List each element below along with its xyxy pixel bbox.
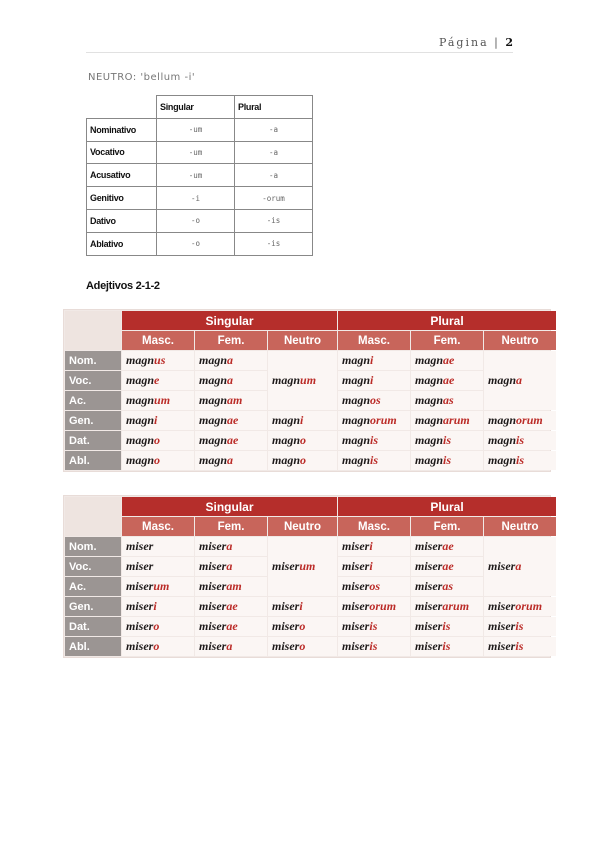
stem: magn bbox=[342, 373, 371, 387]
form-cell bbox=[122, 351, 194, 370]
form-cell bbox=[338, 537, 410, 556]
stem: miser bbox=[415, 599, 443, 613]
form-cell bbox=[195, 617, 267, 636]
page-header bbox=[439, 36, 513, 49]
ending: as bbox=[442, 579, 454, 593]
ending: i bbox=[154, 413, 158, 427]
corner-cell bbox=[65, 311, 121, 350]
stem: magn bbox=[342, 433, 371, 447]
stem: miser bbox=[272, 559, 300, 573]
stem: miser bbox=[342, 619, 370, 633]
form-cell bbox=[268, 637, 337, 656]
case-label: Nom. bbox=[65, 537, 121, 556]
ending: um bbox=[300, 373, 317, 387]
stem: magn bbox=[415, 433, 444, 447]
ending: is bbox=[370, 453, 379, 467]
form-cell bbox=[195, 371, 267, 390]
stem: magn bbox=[415, 373, 444, 387]
form-cell bbox=[338, 617, 410, 636]
ending: as bbox=[443, 393, 454, 407]
case-label: Nom. bbox=[65, 351, 121, 370]
neutro-plural-ending: -a bbox=[235, 141, 313, 164]
ending: i bbox=[153, 599, 157, 613]
case-label: Abl. bbox=[65, 451, 121, 470]
neutro-plural-ending: -orum bbox=[235, 187, 313, 210]
form-cell bbox=[338, 597, 410, 616]
form-cell-merged bbox=[484, 537, 556, 596]
header-rule bbox=[86, 52, 513, 53]
form-cell bbox=[338, 451, 410, 470]
ending: ae bbox=[442, 539, 454, 553]
ending: us bbox=[154, 353, 166, 367]
stem: magn bbox=[488, 453, 517, 467]
ending: is bbox=[516, 433, 525, 447]
ending: a bbox=[516, 373, 523, 387]
stem: miser bbox=[415, 579, 443, 593]
case-label: Voc. bbox=[65, 557, 121, 576]
stem: miser bbox=[199, 599, 227, 613]
declension-table-miser bbox=[64, 496, 550, 657]
form-cell bbox=[268, 617, 337, 636]
stem: miser bbox=[199, 619, 227, 633]
neutro-plural-ending: -a bbox=[235, 118, 313, 141]
stem: miser bbox=[126, 599, 154, 613]
form-cell bbox=[338, 637, 410, 656]
ending: o bbox=[300, 453, 307, 467]
case-row bbox=[65, 411, 556, 430]
stem: magn bbox=[415, 393, 444, 407]
neutro-corner-cell bbox=[87, 96, 157, 119]
declension-grid bbox=[64, 496, 557, 657]
ending: ae bbox=[443, 353, 455, 367]
stem: miser bbox=[199, 639, 227, 653]
stem: magn bbox=[126, 373, 155, 387]
ending: e bbox=[154, 373, 160, 387]
form-cell bbox=[484, 617, 556, 636]
form-cell bbox=[411, 431, 483, 450]
stem: miser bbox=[126, 579, 154, 593]
ending: ae bbox=[443, 373, 455, 387]
form-cell bbox=[411, 391, 483, 410]
ending: orum bbox=[370, 413, 397, 427]
column-header: Fem. bbox=[195, 331, 267, 350]
stem: magn bbox=[488, 433, 517, 447]
case-row bbox=[65, 617, 556, 636]
neutro-case-label: Vocativo bbox=[87, 141, 157, 164]
form-cell bbox=[411, 577, 483, 596]
case-row bbox=[65, 537, 556, 556]
group-header-plural: Plural bbox=[338, 311, 556, 330]
form-cell bbox=[338, 391, 410, 410]
neutro-row bbox=[87, 164, 313, 187]
stem: magn bbox=[126, 353, 155, 367]
ending: am bbox=[226, 579, 242, 593]
form-cell bbox=[338, 431, 410, 450]
stem: magn bbox=[126, 453, 155, 467]
form-cell bbox=[484, 451, 556, 470]
case-label: Ac. bbox=[65, 391, 121, 410]
stem: miser bbox=[342, 599, 370, 613]
form-cell bbox=[338, 577, 410, 596]
ending: ae bbox=[227, 413, 239, 427]
stem: magn bbox=[342, 413, 371, 427]
form-cell bbox=[484, 431, 556, 450]
form-cell bbox=[411, 617, 483, 636]
neutro-row bbox=[87, 141, 313, 164]
ending: i bbox=[369, 539, 373, 553]
form-cell bbox=[268, 597, 337, 616]
stem: magn bbox=[415, 353, 444, 367]
ending: a bbox=[227, 353, 234, 367]
ending: is bbox=[369, 639, 378, 653]
form-cell bbox=[484, 597, 556, 616]
column-header: Masc. bbox=[338, 517, 410, 536]
form-cell bbox=[195, 557, 267, 576]
stem: magn bbox=[199, 373, 228, 387]
ending: orum bbox=[369, 599, 397, 613]
stem: magn bbox=[272, 433, 301, 447]
form-cell bbox=[122, 431, 194, 450]
neutro-header-row bbox=[87, 96, 313, 119]
case-label: Abl. bbox=[65, 637, 121, 656]
column-header-row bbox=[65, 517, 556, 536]
form-cell bbox=[122, 451, 194, 470]
ending: a bbox=[227, 453, 234, 467]
group-header-singular: Singular bbox=[122, 311, 337, 330]
form-cell bbox=[484, 411, 556, 430]
ending: i bbox=[369, 559, 373, 573]
form-cell bbox=[411, 351, 483, 370]
form-cell bbox=[268, 411, 337, 430]
ending: o bbox=[153, 639, 160, 653]
stem: miser bbox=[488, 599, 516, 613]
neutro-plural-ending: -a bbox=[235, 164, 313, 187]
stem: miser bbox=[342, 579, 370, 593]
ending: is bbox=[443, 453, 452, 467]
column-header: Neutro bbox=[484, 331, 556, 350]
ending: os bbox=[369, 579, 381, 593]
ending: a bbox=[515, 559, 522, 573]
ending: is bbox=[515, 619, 524, 633]
neutro-endings-table bbox=[86, 95, 313, 256]
case-row bbox=[65, 431, 556, 450]
neutro-case-label: Genitivo bbox=[87, 187, 157, 210]
neutro-singular-ending: -o bbox=[157, 209, 235, 232]
page-word: Página bbox=[438, 36, 489, 49]
stem: miser bbox=[415, 639, 443, 653]
form-cell bbox=[122, 371, 194, 390]
ending: i bbox=[299, 599, 303, 613]
case-label: Voc. bbox=[65, 371, 121, 390]
ending: is bbox=[516, 453, 525, 467]
ending: um bbox=[154, 393, 171, 407]
neutro-title: NEUTRO: 'bellum -i' bbox=[88, 72, 196, 83]
form-cell bbox=[122, 557, 194, 576]
ending: a bbox=[226, 559, 233, 573]
group-header-plural: Plural bbox=[338, 497, 556, 516]
stem: magn bbox=[199, 353, 228, 367]
ending: a bbox=[226, 539, 233, 553]
ending: o bbox=[154, 433, 161, 447]
form-cell bbox=[195, 351, 267, 370]
case-label: Gen. bbox=[65, 411, 121, 430]
neutro-col-plural: Plural bbox=[235, 96, 313, 119]
stem: miser bbox=[126, 559, 154, 573]
stem: miser bbox=[272, 639, 300, 653]
neutro-plural-ending: -is bbox=[235, 232, 313, 255]
form-cell bbox=[411, 537, 483, 556]
form-cell bbox=[411, 451, 483, 470]
column-header: Neutro bbox=[268, 331, 337, 350]
form-cell-merged bbox=[484, 351, 556, 410]
form-cell bbox=[411, 411, 483, 430]
ending: am bbox=[227, 393, 243, 407]
column-header-row bbox=[65, 331, 556, 350]
case-row bbox=[65, 637, 556, 656]
ending: ae bbox=[226, 599, 238, 613]
form-cell bbox=[195, 391, 267, 410]
form-cell bbox=[122, 391, 194, 410]
stem: magn bbox=[199, 413, 228, 427]
neutro-singular-ending: -um bbox=[157, 118, 235, 141]
adjectives-title: Adejtivos 2-1-2 bbox=[86, 280, 160, 292]
stem: miser bbox=[342, 539, 370, 553]
case-label: Dat. bbox=[65, 431, 121, 450]
column-header: Neutro bbox=[484, 517, 556, 536]
stem: magn bbox=[272, 453, 301, 467]
ending: um bbox=[153, 579, 170, 593]
ending: ae bbox=[226, 619, 238, 633]
form-cell bbox=[122, 537, 194, 556]
form-cell bbox=[484, 637, 556, 656]
column-header: Fem. bbox=[195, 517, 267, 536]
neutro-row bbox=[87, 232, 313, 255]
column-header: Masc. bbox=[122, 517, 194, 536]
stem: miser bbox=[272, 619, 300, 633]
form-cell bbox=[268, 431, 337, 450]
stem: miser bbox=[488, 639, 516, 653]
ending: is bbox=[442, 639, 451, 653]
stem: magn bbox=[199, 433, 228, 447]
form-cell bbox=[411, 597, 483, 616]
neutro-row bbox=[87, 118, 313, 141]
column-header: Masc. bbox=[338, 331, 410, 350]
form-cell bbox=[268, 451, 337, 470]
stem: magn bbox=[488, 373, 517, 387]
neutro-plural-ending: -is bbox=[235, 209, 313, 232]
neutro-case-label: Dativo bbox=[87, 209, 157, 232]
form-cell bbox=[338, 371, 410, 390]
stem: miser bbox=[199, 579, 227, 593]
stem: miser bbox=[272, 599, 300, 613]
form-cell bbox=[195, 637, 267, 656]
stem: magn bbox=[199, 453, 228, 467]
ending: ae bbox=[227, 433, 239, 447]
form-cell bbox=[411, 637, 483, 656]
stem: miser bbox=[488, 559, 516, 573]
stem: miser bbox=[415, 539, 443, 553]
neutro-case-label: Ablativo bbox=[87, 232, 157, 255]
case-label: Ac. bbox=[65, 577, 121, 596]
column-header: Fem. bbox=[411, 517, 483, 536]
ending: arum bbox=[442, 599, 470, 613]
neutro-singular-ending: -i bbox=[157, 187, 235, 210]
column-header: Neutro bbox=[268, 517, 337, 536]
stem: magn bbox=[488, 413, 517, 427]
stem: miser bbox=[126, 639, 154, 653]
form-cell bbox=[411, 371, 483, 390]
form-cell bbox=[195, 451, 267, 470]
ending: i bbox=[370, 353, 374, 367]
case-row bbox=[65, 597, 556, 616]
stem: magn bbox=[272, 373, 301, 387]
stem: magn bbox=[126, 433, 155, 447]
ending: i bbox=[300, 413, 304, 427]
corner-cell bbox=[65, 497, 121, 536]
ending: is bbox=[370, 433, 379, 447]
ending: is bbox=[443, 433, 452, 447]
column-header: Masc. bbox=[122, 331, 194, 350]
stem: miser bbox=[488, 619, 516, 633]
form-cell bbox=[195, 411, 267, 430]
neutro-row bbox=[87, 187, 313, 210]
form-cell-merged bbox=[268, 351, 337, 410]
stem: magn bbox=[126, 413, 155, 427]
case-row bbox=[65, 351, 556, 370]
form-cell bbox=[122, 617, 194, 636]
column-header: Fem. bbox=[411, 331, 483, 350]
ending: um bbox=[299, 559, 316, 573]
ending: is bbox=[442, 619, 451, 633]
form-cell bbox=[195, 537, 267, 556]
case-row bbox=[65, 451, 556, 470]
stem: miser bbox=[126, 619, 154, 633]
page-separator: | bbox=[494, 36, 500, 49]
form-cell bbox=[338, 411, 410, 430]
ending: is bbox=[369, 619, 378, 633]
form-cell bbox=[338, 351, 410, 370]
ending: is bbox=[515, 639, 524, 653]
form-cell bbox=[122, 637, 194, 656]
neutro-case-label: Nominativo bbox=[87, 118, 157, 141]
ending: o bbox=[299, 619, 306, 633]
form-cell bbox=[122, 411, 194, 430]
declension-grid bbox=[64, 310, 557, 471]
form-cell bbox=[195, 597, 267, 616]
form-cell bbox=[411, 557, 483, 576]
stem: miser bbox=[415, 619, 443, 633]
ending: orum bbox=[515, 599, 543, 613]
stem: miser bbox=[342, 559, 370, 573]
stem: magn bbox=[272, 413, 301, 427]
stem: magn bbox=[199, 393, 228, 407]
stem: magn bbox=[415, 453, 444, 467]
declension-table-magnus bbox=[64, 310, 550, 471]
group-header-row bbox=[65, 497, 556, 516]
neutro-singular-ending: -um bbox=[157, 164, 235, 187]
ending: o bbox=[153, 619, 160, 633]
stem: miser bbox=[342, 639, 370, 653]
stem: magn bbox=[342, 393, 371, 407]
ending: i bbox=[370, 373, 374, 387]
ending: os bbox=[370, 393, 381, 407]
ending: o bbox=[299, 639, 306, 653]
form-cell bbox=[195, 431, 267, 450]
ending: arum bbox=[443, 413, 470, 427]
stem: magn bbox=[126, 393, 155, 407]
form-cell bbox=[195, 577, 267, 596]
stem: magn bbox=[342, 453, 371, 467]
neutro-singular-ending: -o bbox=[157, 232, 235, 255]
neutro-col-singular: Singular bbox=[157, 96, 235, 119]
ending: a bbox=[227, 373, 234, 387]
case-label: Dat. bbox=[65, 617, 121, 636]
ending: orum bbox=[516, 413, 543, 427]
form-cell bbox=[122, 597, 194, 616]
neutro-row bbox=[87, 209, 313, 232]
stem: miser bbox=[199, 559, 227, 573]
group-header-singular: Singular bbox=[122, 497, 337, 516]
form-cell-merged bbox=[268, 537, 337, 596]
form-cell bbox=[338, 557, 410, 576]
ending: o bbox=[300, 433, 307, 447]
ending: ae bbox=[442, 559, 454, 573]
ending: o bbox=[154, 453, 161, 467]
stem: miser bbox=[199, 539, 227, 553]
stem: magn bbox=[342, 353, 371, 367]
page-number: 2 bbox=[505, 36, 513, 49]
stem: miser bbox=[126, 539, 154, 553]
neutro-case-label: Acusativo bbox=[87, 164, 157, 187]
group-header-row bbox=[65, 311, 556, 330]
ending: a bbox=[226, 639, 233, 653]
form-cell bbox=[122, 577, 194, 596]
neutro-singular-ending: -um bbox=[157, 141, 235, 164]
stem: miser bbox=[415, 559, 443, 573]
stem: magn bbox=[415, 413, 444, 427]
case-label: Gen. bbox=[65, 597, 121, 616]
